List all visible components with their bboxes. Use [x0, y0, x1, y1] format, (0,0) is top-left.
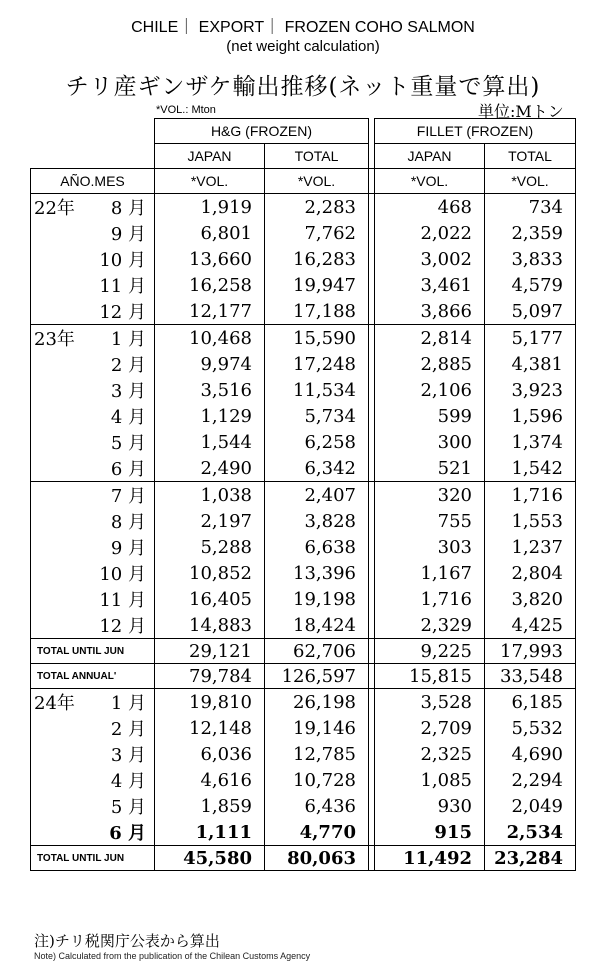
hg-japan-value: 1,111 [155, 819, 265, 846]
fillet-total-value: 2,049 [485, 793, 576, 819]
month-cell: 3 月 [110, 381, 146, 402]
month-cell: 9 月 [110, 224, 146, 245]
hg-japan-value: 2,197 [155, 508, 265, 534]
fillet-japan-value: 930 [375, 793, 485, 819]
month-cell: 1 月 [91, 325, 155, 352]
year-cell [31, 403, 91, 429]
month-cell: 10 月 [99, 250, 146, 271]
hg-japan-value: 16,258 [155, 272, 265, 298]
year-cell [31, 429, 91, 455]
month-cell: 7 月 [91, 482, 155, 509]
month-cell: 2 月 [110, 719, 146, 740]
fillet-japan-value: 915 [375, 819, 485, 846]
header-vol-row [31, 169, 576, 194]
hg-total-value: 2,283 [265, 194, 369, 221]
fillet-total-value: 1,542 [485, 455, 576, 482]
fillet-total-value: 1,596 [485, 403, 576, 429]
fillet-japan-value: 15,815 [375, 664, 485, 689]
fillet-total-value: 2,294 [485, 767, 576, 793]
hg-japan-value: 12,148 [155, 715, 265, 741]
fillet-total-value: 23,284 [485, 846, 576, 871]
ano-mes-label: AÑO.MES [31, 169, 155, 194]
table-row [31, 586, 576, 612]
total-row [31, 639, 576, 664]
table-row [31, 429, 576, 455]
fillet-japan-value: 320 [375, 482, 485, 509]
hg-japan-value: 16,405 [155, 586, 265, 612]
table-row [31, 455, 576, 482]
month-cell: 4 月 [110, 407, 146, 428]
fillet-japan-value: 599 [375, 403, 485, 429]
year-cell [31, 612, 91, 639]
year-cell [31, 741, 91, 767]
fillet-total-value: 6,185 [485, 689, 576, 716]
fillet-total-value: 1,716 [485, 482, 576, 509]
fillet-total-value: 2,804 [485, 560, 576, 586]
hg-japan-value: 1,129 [155, 403, 265, 429]
hg-japan-value: 3,516 [155, 377, 265, 403]
hg-total-value: 4,770 [265, 819, 369, 846]
month-cell: 5 月 [110, 433, 146, 454]
year-cell: 24年 [31, 689, 91, 716]
table-row [31, 246, 576, 272]
hg-total-value: 2,407 [265, 482, 369, 509]
fillet-total-value: 4,690 [485, 741, 576, 767]
hg-total-value: 3,828 [265, 508, 369, 534]
table-row [31, 715, 576, 741]
year-cell [31, 793, 91, 819]
fillet-japan-value: 300 [375, 429, 485, 455]
hg-japan-value: 10,852 [155, 560, 265, 586]
month-cell: 4 月 [110, 771, 146, 792]
month-cell: 10 月 [99, 564, 146, 585]
table-row [31, 272, 576, 298]
fillet-japan-value: 2,329 [375, 612, 485, 639]
total-label: TOTAL UNTIL JUN [31, 639, 155, 664]
hg-japan-value: 4,616 [155, 767, 265, 793]
year-cell [31, 508, 91, 534]
year-cell [31, 272, 91, 298]
group-hg-frozen: H&G (FROZEN) [155, 119, 369, 144]
hg-japan-value: 1,919 [155, 194, 265, 221]
hg-japan-value: 79,784 [155, 664, 265, 689]
table-row [31, 767, 576, 793]
hg-japan-value: 13,660 [155, 246, 265, 272]
table-row [31, 741, 576, 767]
year-cell [31, 246, 91, 272]
year-cell [31, 455, 91, 482]
col-fillet-total: TOTAL [485, 144, 576, 169]
title-english: CHILE｜ EXPORT｜ FROZEN COHO SALMON [131, 19, 475, 36]
month-cell: 9 月 [110, 538, 146, 559]
table-row [31, 377, 576, 403]
month-cell: 1 月 [91, 689, 155, 716]
fillet-japan-value: 1,085 [375, 767, 485, 793]
year-cell [31, 819, 91, 846]
hg-total-value: 26,198 [265, 689, 369, 716]
hg-japan-value: 6,036 [155, 741, 265, 767]
fillet-total-value: 2,359 [485, 220, 576, 246]
hg-japan-value: 1,544 [155, 429, 265, 455]
col-fillet-japan: JAPAN [375, 144, 485, 169]
hg-total-value: 10,728 [265, 767, 369, 793]
hg-total-value: 7,762 [265, 220, 369, 246]
hg-total-value: 6,436 [265, 793, 369, 819]
table-row [31, 482, 576, 509]
vol-hg-japan: *VOL. [155, 169, 265, 194]
fillet-japan-value: 2,325 [375, 741, 485, 767]
hg-total-value: 80,063 [265, 846, 369, 871]
fillet-japan-value: 3,528 [375, 689, 485, 716]
fillet-japan-value: 468 [375, 194, 485, 221]
fillet-japan-value: 9,225 [375, 639, 485, 664]
hg-total-value: 19,947 [265, 272, 369, 298]
table-row [31, 689, 576, 716]
table-row [31, 220, 576, 246]
fillet-japan-value: 1,716 [375, 586, 485, 612]
hg-total-value: 17,188 [265, 298, 369, 325]
hg-japan-value: 12,177 [155, 298, 265, 325]
fillet-total-value: 5,097 [485, 298, 576, 325]
hg-total-value: 18,424 [265, 612, 369, 639]
title-japanese: チリ産ギンザケ輸出推移(ネット重量で算出) [65, 74, 541, 100]
hg-japan-value: 45,580 [155, 846, 265, 871]
hg-japan-value: 6,801 [155, 220, 265, 246]
col-hg-total: TOTAL [265, 144, 369, 169]
fillet-japan-value: 1,167 [375, 560, 485, 586]
hg-japan-value: 14,883 [155, 612, 265, 639]
fillet-total-value: 3,833 [485, 246, 576, 272]
export-table [30, 118, 576, 871]
month-cell: 3 月 [110, 745, 146, 766]
fillet-total-value: 2,534 [485, 819, 576, 846]
fillet-japan-value: 2,709 [375, 715, 485, 741]
subtitle-english: (net weight calculation) [226, 38, 380, 55]
hg-total-value: 6,342 [265, 455, 369, 482]
hg-japan-value: 19,810 [155, 689, 265, 716]
group-fillet-frozen: FILLET (FROZEN) [375, 119, 576, 144]
year-cell [31, 586, 91, 612]
table-row [31, 194, 576, 221]
hg-total-value: 6,258 [265, 429, 369, 455]
total-label: TOTAL UNTIL JUN [31, 846, 155, 871]
table-row [31, 298, 576, 325]
year-cell [31, 534, 91, 560]
month-cell: 11 月 [99, 276, 146, 297]
table-row [31, 819, 576, 846]
fillet-total-value: 5,532 [485, 715, 576, 741]
table-row [31, 612, 576, 639]
fillet-total-value: 3,923 [485, 377, 576, 403]
table-row [31, 403, 576, 429]
year-cell: 22年 [31, 194, 91, 221]
table-row [31, 351, 576, 377]
vol-fillet-total: *VOL. [485, 169, 576, 194]
fillet-total-value: 1,237 [485, 534, 576, 560]
hg-japan-value: 1,859 [155, 793, 265, 819]
hg-total-value: 62,706 [265, 639, 369, 664]
table-row [31, 793, 576, 819]
hg-total-value: 12,785 [265, 741, 369, 767]
fillet-japan-value: 303 [375, 534, 485, 560]
hg-total-value: 6,638 [265, 534, 369, 560]
fillet-total-value: 5,177 [485, 325, 576, 352]
hg-total-value: 126,597 [265, 664, 369, 689]
fillet-total-value: 1,374 [485, 429, 576, 455]
month-cell: 5 月 [110, 797, 146, 818]
hg-japan-value: 9,974 [155, 351, 265, 377]
fillet-japan-value: 2,022 [375, 220, 485, 246]
month-cell: 6 月 [110, 459, 146, 480]
year-cell [31, 482, 91, 509]
month-cell: 12 月 [99, 302, 146, 323]
hg-total-value: 5,734 [265, 403, 369, 429]
hg-total-value: 17,248 [265, 351, 369, 377]
total-row [31, 846, 576, 871]
note-japanese: 注)チリ税関庁公表から算出 [34, 932, 220, 950]
table-row [31, 560, 576, 586]
month-cell: 8 月 [91, 194, 155, 221]
year-cell [31, 767, 91, 793]
year-cell [31, 715, 91, 741]
fillet-japan-value: 11,492 [375, 846, 485, 871]
hg-total-value: 16,283 [265, 246, 369, 272]
fillet-japan-value: 521 [375, 455, 485, 482]
hg-total-value: 15,590 [265, 325, 369, 352]
hg-japan-value: 2,490 [155, 455, 265, 482]
hg-total-value: 19,146 [265, 715, 369, 741]
header-column-row [31, 144, 576, 169]
table-row [31, 534, 576, 560]
fillet-total-value: 3,820 [485, 586, 576, 612]
hg-japan-value: 10,468 [155, 325, 265, 352]
fillet-japan-value: 3,461 [375, 272, 485, 298]
vol-fillet-japan: *VOL. [375, 169, 485, 194]
fillet-total-value: 17,993 [485, 639, 576, 664]
month-cell: 12 月 [99, 616, 146, 637]
fillet-japan-value: 2,885 [375, 351, 485, 377]
fillet-japan-value: 2,106 [375, 377, 485, 403]
year-cell [31, 298, 91, 325]
fillet-japan-value: 2,814 [375, 325, 485, 352]
fillet-total-value: 1,553 [485, 508, 576, 534]
col-hg-japan: JAPAN [155, 144, 265, 169]
hg-total-value: 11,534 [265, 377, 369, 403]
vol-hg-total: *VOL. [265, 169, 369, 194]
total-row [31, 664, 576, 689]
total-label: TOTAL ANNUAL' [31, 664, 155, 689]
fillet-total-value: 33,548 [485, 664, 576, 689]
hg-japan-value: 5,288 [155, 534, 265, 560]
fillet-japan-value: 755 [375, 508, 485, 534]
year-cell: 23年 [31, 325, 91, 352]
hg-japan-value: 29,121 [155, 639, 265, 664]
fillet-total-value: 4,579 [485, 272, 576, 298]
month-cell: 6 月 [109, 823, 146, 844]
year-cell [31, 377, 91, 403]
month-cell: 8 月 [110, 512, 146, 533]
table-row [31, 325, 576, 352]
hg-total-value: 13,396 [265, 560, 369, 586]
fillet-total-value: 4,425 [485, 612, 576, 639]
fillet-total-value: 4,381 [485, 351, 576, 377]
fillet-japan-value: 3,002 [375, 246, 485, 272]
header-group-row [31, 119, 576, 144]
note-english: Note) Calculated from the publication of the Chilean Customs Agency [34, 951, 311, 961]
month-cell: 11 月 [99, 590, 146, 611]
table-row [31, 508, 576, 534]
year-cell [31, 220, 91, 246]
year-cell [31, 351, 91, 377]
year-cell [31, 560, 91, 586]
hg-total-value: 19,198 [265, 586, 369, 612]
vol-unit-note: *VOL.: Mton [156, 104, 216, 116]
month-cell: 2 月 [110, 355, 146, 376]
hg-japan-value: 1,038 [155, 482, 265, 509]
fillet-japan-value: 3,866 [375, 298, 485, 325]
unit-label: 単位:Mトン [478, 102, 564, 121]
fillet-total-value: 734 [485, 194, 576, 221]
